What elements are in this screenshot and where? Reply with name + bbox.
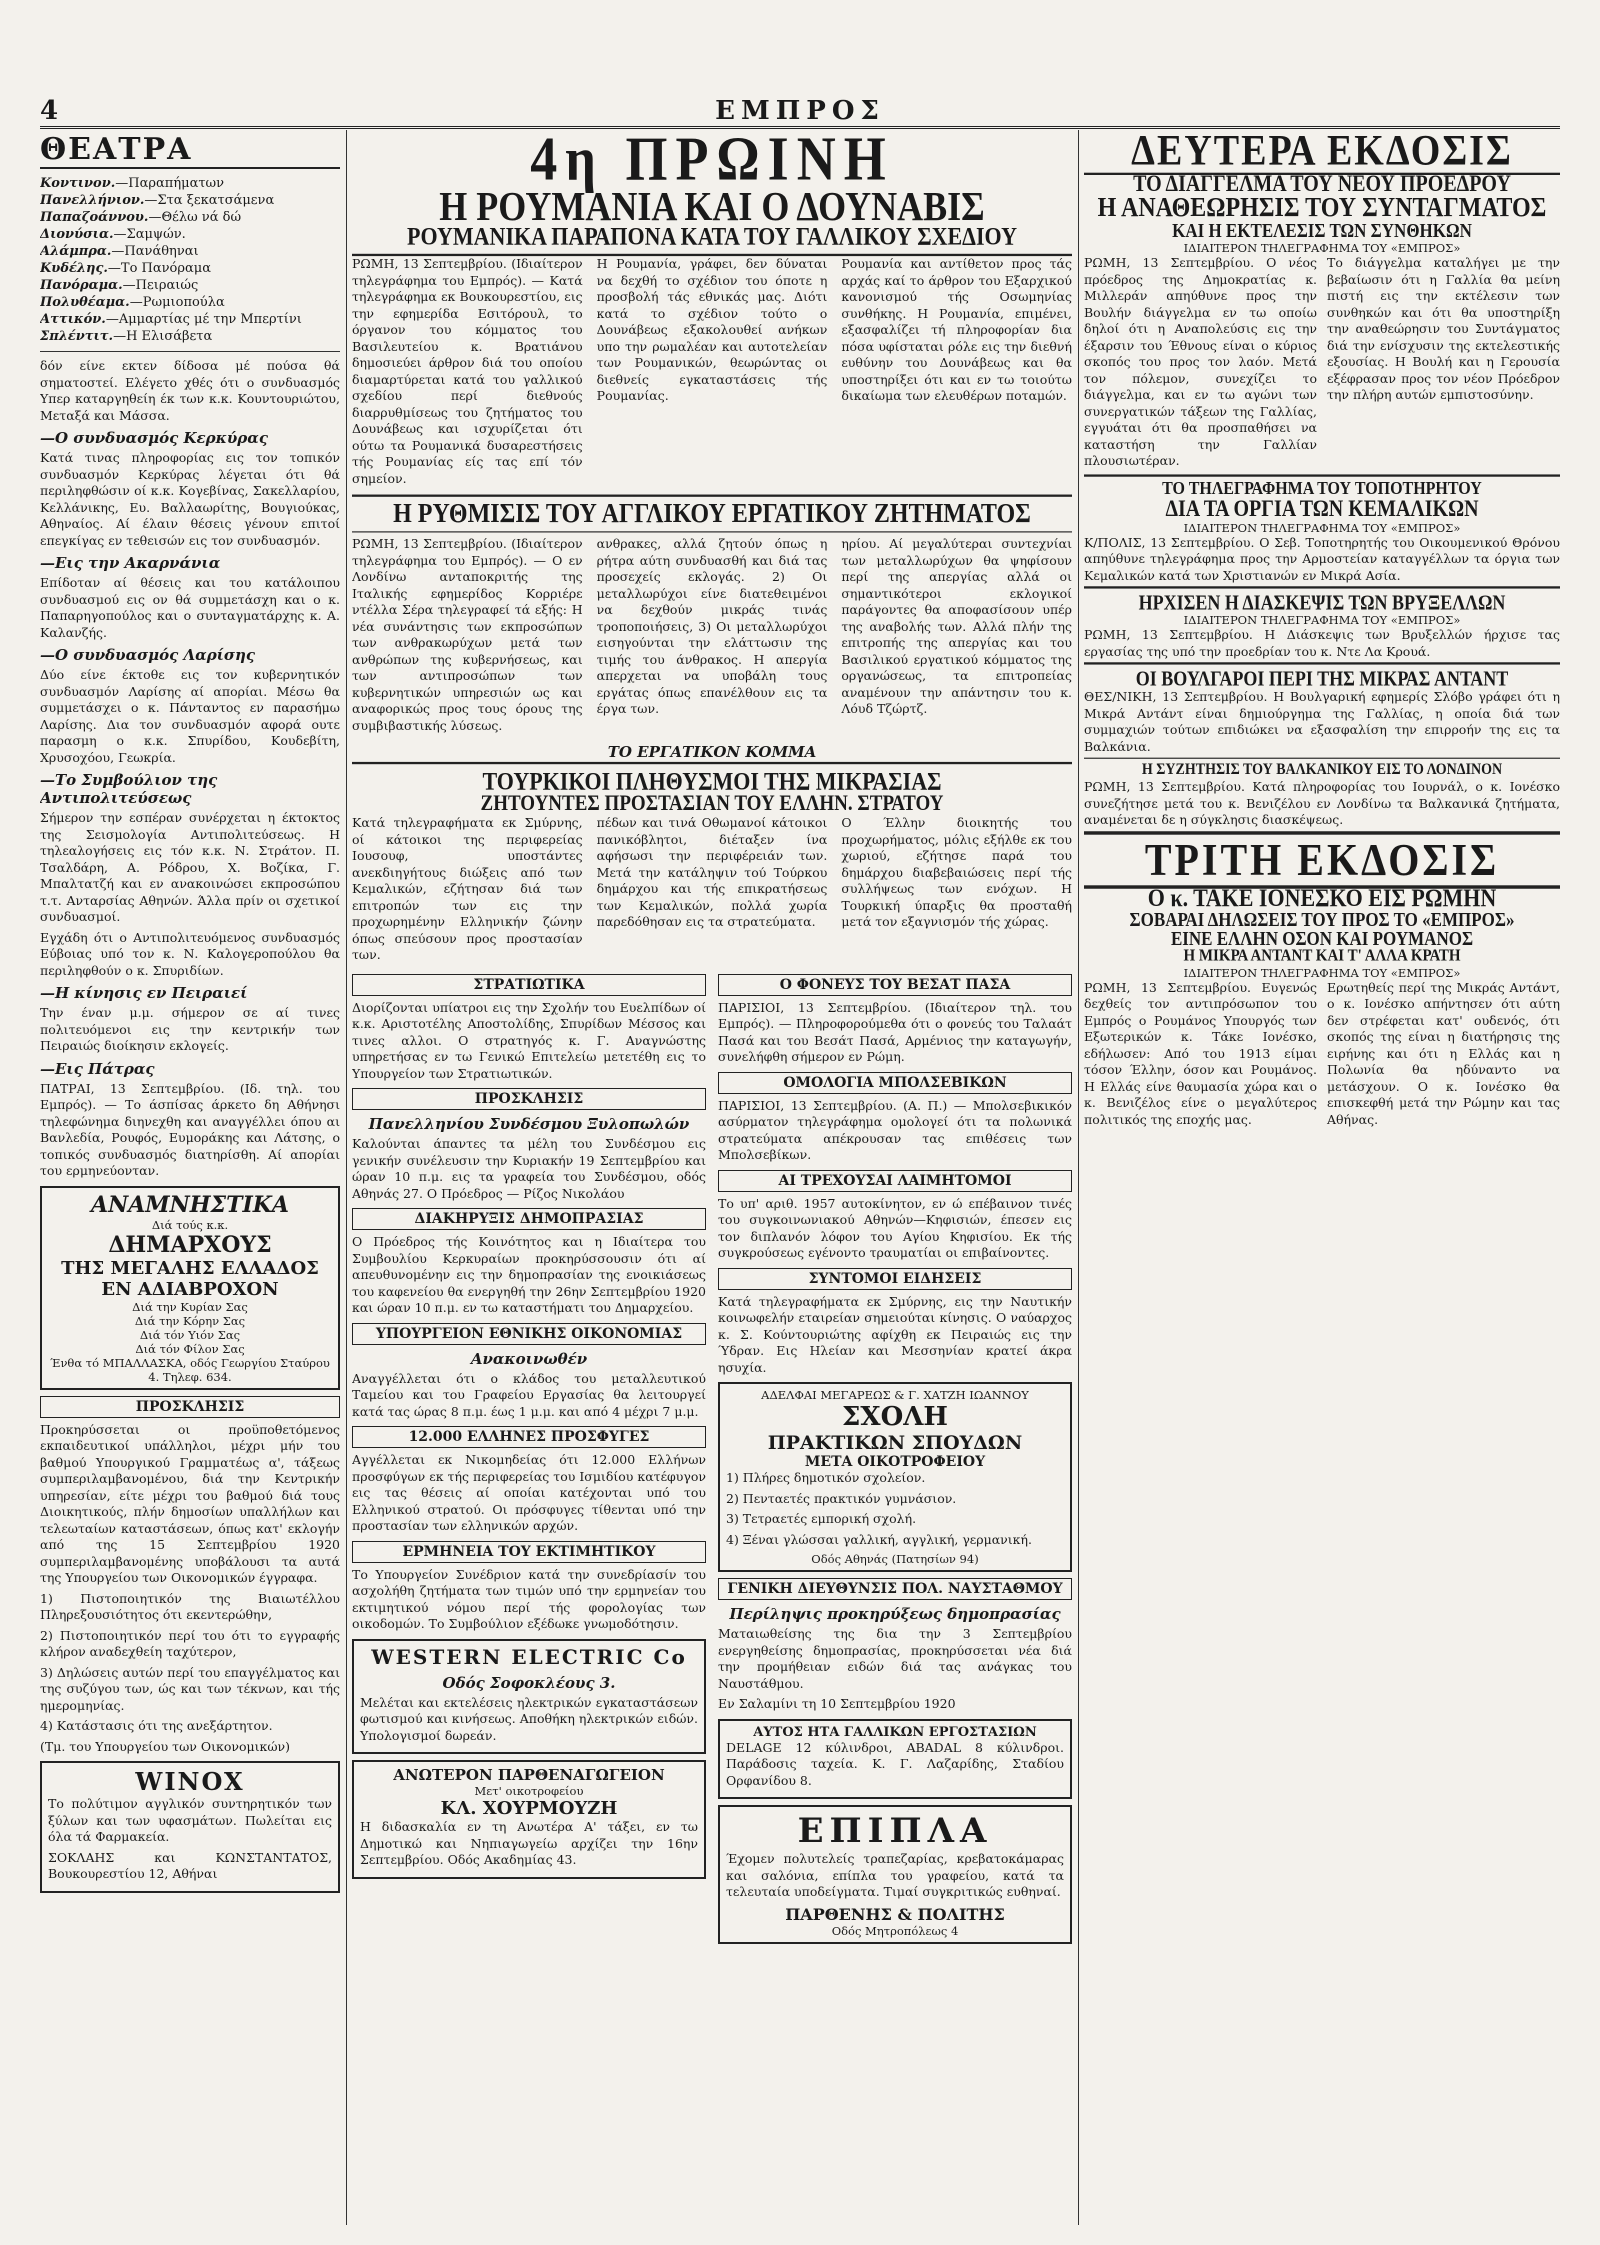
subheading: Πανελληνίου Συνδέσμου Ξυλοπωλών (368, 1115, 690, 1133)
article-text: Σήμερον την εσπέραν συνέρχεται η έκτοκτος της Σεισμολογία Αντιπολιτεύσεως. Η τηλεαλογήσεις εις τόν κ.κ. Ν. Στράτον. Π. Τσαλδάρη, Α. Ρόδρου, Χ. Βοζίκα, Γ. Μπαλτατζή και εν ανακοινώσει εκπροσώπου τ.τ. Ανταρσίας Αθηνών. Άλλα πρίν οι σχετικοί συνδυασμοί. (40, 810, 340, 924)
list-item: 2) Πενταετές πρακτικόν γυμνάσιον. (726, 1490, 957, 1506)
article-text: Καλούνται άπαντες τα μέλη του Συνδέσμου εις γενικήν συνέλευσιν την Κυριακήν 19 Σεπτεμβρίου και ώραν 10 π.μ. εις τα γραφεία του Συνδέσμου, οδός Αθηνάς 27. Ο Πρόεδρος — Ρίζος Νικολάου (352, 1136, 706, 1201)
ad-address: Ένθα τό ΜΠΑΛΛΑΣΚΑ, οδός Γεωργίου Σταύρου 4. Τηλεφ. 634. (50, 1355, 330, 1384)
theatre-entry (40, 277, 340, 294)
article-text: Κατά τινας πληροφορίας εις τον τοπικόν συνδυασμόν Κερκύρας λέγεται ότι θά περιληφθώσιν οί κ.κ. Κογεβίνας, Σακελλαρίου, Κελλάνικης, Ευ. Βαλλαωρίτης, Βουγιούκας, Αθηναίος. Αί έλαιν θέσεις γένουν επιτοί επεγκίγας εν τεθεισών εις τον συνδυασμόν. (40, 450, 340, 548)
ad-heading: ΜΕΤΑ ΟΙΚΟΤΡΟΦΕΙΟΥ (804, 1454, 986, 1470)
ad-line: Διά την Κυρίαν Σας (132, 1299, 248, 1314)
subheading: —Ο συνδυασμός Κερκύρας (40, 429, 268, 447)
article-text: ΠΑΡΙΣΙΟΙ, 13 Σεπτεμβρίου. (Ιδιαίτερον τηλ. του Εμπρός). — Πληροφορούμεθα ότι ο φονεύς του Ταλαάτ Πασά και του Βεσάτ Πασά, Αρμένιος την καταγωγήν, συνελήφθη σήμερον εν Ρώμη. (718, 999, 1072, 1064)
ad-text: DELAGE 12 κύλινδροι, ABADAL 8 κύλινδροι. Παράδοσις ταχεία. Κ. Γ. Λαζαρίδης, Σταδίου Ορφανίδου 8. (726, 1739, 1064, 1788)
column-left (40, 130, 340, 2225)
ad-text: Έχομεν πολυτελείς τραπεζαρίας, κρεβατοκάμαρας και σαλόνια, επίπλα του γραφείου, κατά τα τελευταία υποδείγματα. Τιμαί συγκριτικώς ευθηναί. (726, 1851, 1064, 1899)
article-text: ΡΩΜΗ, 13 Σεπτεμβρίου. Η Διάσκεψις των Βρυξελλών ήρχισε τας εργασίας της υπό την προεδρίαν του κ. Ντε Λα Κρουά. (1084, 627, 1560, 659)
section-heading: Ο ΦΟΝΕΥΣ ΤΟΥ ΒΕΣΑΤ ΠΑΣΑ (718, 974, 1072, 996)
column-rule (1078, 130, 1079, 2225)
ad-subtitle: Μετ' οικοτροφείου (474, 1784, 584, 1798)
ad-list (726, 1470, 1064, 1548)
ad-title: ΑΝΑΜΝΗΣΤΙΚΑ (91, 1191, 289, 1218)
article-column-text: ΡΩΜΗ, 13 Σεπτεμβρίου. Ευγενώς δεχθείς τον αντιπρόσωπον του Εμπρός ο Ρουμάνος Υπουργός των Εξωτερικών κ. Τάκε Ιονέσκο, εδήλωσεν: Από του 1913 είμαι τόσον Έλλην, όσον και Ρουμάνος. Η Ελλάς είνε θαυμασία χώρα και ο κ. Βενιζέλος είνε ο μεγαλύτερος πολιτικός της εποχής μας. (1084, 979, 1317, 1127)
subheadline: ΖΗΤΟΥΝΤΕΣ ΠΡΟΣΤΑΣΙΑΝ ΤΟΥ ΕΛΛΗΝ. ΣΤΡΑΤΟΥ (480, 791, 944, 816)
ad-title: ΑΥΤΟΣ ΗΤΑ ΓΑΛΛΙΚΩΝ ΕΡΓΟΣΤΑΣΙΩΝ (753, 1724, 1037, 1740)
theatres-title: ΘΕΑΤΡΑ (40, 132, 340, 169)
theatre-name: Σπλέντιτ. (40, 329, 114, 344)
headline: Η ΣΥΖΗΤΗΣΙΣ ΤΟΥ ΒΑΛΚΑΝΙΚΟΥ ΕΙΣ ΤΟ ΛΟΝΔΙΝΟΝ (1084, 758, 1560, 779)
article-text: Προκηρύσσεται οι προϋποθετόμενος εκπαιδευτικοί υπάλληλοι, μέχρι μήν του βαθμού Υπουργικού Γραμματέως α', τάξεως συμπεριλαμβανομένου, διά την Κεντρικήν υπηρεσίαν, είτε μέχρι του βαθμού διά τους Διοικητικούς, πλήν δημοσίων υπαλλήλων και τελεωταίων καταστάσεων, όπως κατ' εκλογήν από της 15 Σεπτεμβρίου 1920 συμπεριλαμβανομένης υποβάλουσι τα αυτά της Υπουργείου των Οικονομικών έγγραφα. (40, 1421, 340, 1585)
article-ionescu (1084, 980, 1560, 1133)
article-text: Επίδοταν αί θέσεις και του κατάλοιπου συνδυασμού εις ον θά συμμετάσχη και ο κ. Παπαρηγοπούλος και ο συνταγματάρχης κ. Α. Καλανζής. (40, 575, 340, 640)
ad-lines (48, 1300, 332, 1356)
byline: ΙΔΙΑΙΤΕΡΟΝ ΤΗΛΕΓΡΑΦΗΜΑ ΤΟΥ «ΕΜΠΡΟΣ» (1183, 241, 1461, 255)
ad-heading: ΕΝ ΑΔΙΑΒΡΟΧΟΝ (101, 1278, 279, 1300)
article-column-text: ΡΩΜΗ, 13 Σεπτεμβρίου. Ο νέος πρόεδρος της Δημοκρατίας κ. Μιλλεράν απηύθυνε προς την Βουλήν διάγγελμα εν τω οποίω δηλοί ότι η Αναπολεύσις εις την έξαρσιν του Έθνους είναι ο κύριος σκοπός του προς τον λαόν. Μετά τον πόλεμον, συνεχίζει το διάγγελμα, και εν τω αγώνι των συνεργατικών τάξεων της Γαλλίας, εγγυάται ότι θα προσπαθήσει να καταστήση την Γαλλίαν πλουσιωτέραν. (1084, 255, 1317, 468)
article-column-text: Ερωτηθείς περί της Μικράς Αντάντ, ο κ. Ιονέσκο απήντησεν ότι αύτη δεν στρέφεται κατ' ουδενός, ότι σκοπός της είναι η διατήρησις της ειρήνης και ότι η Ελλάς και η Πολωνία θα ηδύναντο να μετάσχουν. Ο κ. Ιονέσκο θα επισκεφθή μετά την Ρώμην και τας Αθήνας. (1327, 979, 1560, 1127)
subheadline: ΚΑΙ Η ΕΚΤΕΛΕΣΙΣ ΤΩΝ ΣΥΝΘΗΚΩΝ (1172, 219, 1472, 242)
masthead (40, 96, 1560, 129)
theatre-entry (40, 260, 340, 277)
ad-title: ΑΝΩΤΕΡΟΝ ΠΑΡΘΕΝΑΓΩΓΕΙΟΝ (393, 1766, 665, 1784)
ad-title: ΑΔΕΛΦΑΙ ΜΕΓΑΡΕΩΣ & Γ. ΧΑΤΖΗ ΙΩΑΝΝΟΥ (761, 1388, 1029, 1402)
subheading: —Η κίνησις εν Πειραιεί (40, 984, 248, 1002)
section-heading: ΥΠΟΥΡΓΕΙΟΝ ΕΘΝΙΚΗΣ ΟΙΚΟΝΟΜΙΑΣ (352, 1323, 706, 1345)
edition-title: ΤΡΙΤΗ ΕΚΔΟΣΙΣ (1084, 831, 1560, 889)
article-column-text: Ρουμανία και αντίθετον προς τάς αρχάς καί το άρθρον του Εξαρχικού κανονισμού τής Οσωμηνίας συνθήκης. Η Ρουμανία, επιμένει, εξασφαλίζει τή πληροφορίαν δια πόσα υφίσταται ρόλε εις την διεθνή ευθύνην του Δουνάβεως και θα υποστηρίξει ότι και εν τω τοιούτω δικαίωμα των ελευθέρων ποταμών. (841, 256, 1072, 403)
ad-heading: ΔΗΜΑΡΧΟΥΣ (108, 1231, 272, 1258)
edition-title: 4η ΠΡΩΙΝΗ (530, 130, 894, 194)
byline: ΙΔΙΑΙΤΕΡΟΝ ΤΗΛΕΓΡΑΦΗΜΑ ΤΟΥ «ΕΜΠΡΟΣ» (1183, 613, 1461, 627)
ad-address: Οδός Αθηνάς (Πατησίων 94) (811, 1552, 979, 1566)
theatre-show: —Σαμψών. (113, 227, 186, 242)
ad-text: Μελέται και εκτελέσεις ηλεκτρικών εγκαταστάσεων φωτισμού και κινήσεως. Αποθήκη ηλεκτρικών ειδών. Υπολογισμοί δωρεάν. (360, 1694, 698, 1743)
paper-name: ΕΜΠΡΟΣ (715, 96, 885, 126)
section-heading: 12.000 ΕΛΛΗΝΕΣ ΠΡΟΣΦΥΓΕΣ (352, 1426, 706, 1448)
article-text: Κατά τηλεγραφήματα εκ Σμύρνης, εις την Ναυτικήν κοινωφελήν εταιρείαν σημειούται κίνησις. Ο ναύαρχος κ. Σ. Κούντουριώτης αφίχθη εκ Πειραιώς εις την Ύδραν. Εις Ηλείαν και Μεσσηνίαν κρατεί άκρα ησυχία. (718, 1293, 1072, 1375)
article-text: Κ/ΠΟΛΙΣ, 13 Σεπτεμβρίου. Ο Σεβ. Τοποτηρητής του Οικουμενικού Θρόνου απηύθυνε τηλεγράφημα προς την Αρμοστείαν καταγγέλλων τα όργια των Κεμαλικών κατά των Χριστιανών εν Μικρά Ασία. (1084, 534, 1560, 583)
article-column-text: ΡΩΜΗ, 13 Σεπτεμβρίου. (Ιδιαίτερον τηλεγράφημα του Εμπρός). — Ο εν Λονδίνω ανταποκριτής της Ιταλικής εφημερίδος Κορριέρε ντέλλα Σέρα τηλεγραφεί τά εξής: Η νέα συνάντησις των εκπροσώπων των ανθρακωρύχων μετά των ανθρώπων της κυβερνήσεως, και των αντιπροσώπων των κυβερνητικών υπηρεσιών ως και αναφορικώς προς τους όρους της συμβιβαστικής λύσεως. (352, 536, 583, 733)
article-column-text: ΡΩΜΗ, 13 Σεπτεμβρίου. (Ιδιαίτερον τηλεγράφημα του Εμπρός). — Κατά τηλεγράφημα εκ Βουκουρεστίου, εις την εφημερίδα Εσιτόρουλ, το όργανον του κόμματος του Βασιλευτείου κ. Βρατιάνου δημοσιεύει άρθρον διά του οποίου διαμαρτύρεται κατά του γαλλικού σχεδίου περί διεθνούς διαρρυθμίσεως του ζητήματος του Δουνάβεως και ισχυρίζεται ότι ούτω τα Ρουμανικά δυσαρεστήσεις τής Ρουμανίας είς τας επί τόν σημείον. (352, 256, 583, 486)
page-number: 4 (40, 96, 59, 126)
lower-section (352, 968, 1072, 1950)
article-column-text: πέδων και τινά Οθωμανοί κάτοικοι πανικόβλητοι, διέταξεν ίνα αφήσωσι την περιφέρειάν των. Μετά την κατάληψιν τού Τούρκου δημάρχου και τής επικρατήσεως των Κεμαλικών, πολλά χωρία παρεδόθησαν εις τα στρατεύματα. (596, 815, 828, 929)
list-item: 3) Δηλώσεις αυτών περί του επαγγέλματος και της συζύγου των, ώς και των τέκνων, και τής ημερομηνίας. (40, 1664, 340, 1713)
section-heading: ΓΕΝΙΚΗ ΔΙΕΥΘΥΝΣΙΣ ΠΟΛ. ΝΑΥΣΤΑΘΜΟΥ (718, 1578, 1072, 1600)
advertisement-western-electric (352, 1639, 706, 1755)
ad-line: Διά τόν Υιόν Σας (139, 1327, 241, 1342)
ad-address: Οδός Μητροπόλεως 4 (831, 1923, 959, 1938)
ad-text: Το πολύτιμον αγγλικόν συντηρητικόν των ξύλων και των υφασμάτων. Πωλείται εις όλα τά Φαρμακεία. (48, 1796, 332, 1844)
subheadline: ΡΟΥΜΑΝΙΚΑ ΠΑΡΑΠΟΝΑ ΚΑΤΑ ΤΟΥ ΓΑΛΛΙΚΟΥ ΣΧΕΔΙΟΥ (352, 224, 1072, 256)
subheading: —Εις την Ακαρνάνια (40, 554, 221, 572)
theatre-entry (40, 226, 340, 243)
ad-name: ΚΛ. ΧΟΥΡΜΟΥΖΗ (440, 1798, 618, 1819)
headline: ΔΙΑ ΤΑ ΟΡΓΙΑ ΤΩΝ ΚΕΜΑΛΙΚΩΝ (1165, 495, 1479, 522)
headline: ΟΙ ΒΟΥΛΓΑΡΟΙ ΠΕΡΙ ΤΗΣ ΜΙΚΡΑΣ ΑΝΤΑΝΤ (1084, 662, 1560, 688)
article-romania (352, 256, 1072, 491)
theatre-name: Διονύσια. (40, 227, 114, 242)
advertisement-automobiles (718, 1719, 1072, 1800)
list-item: 1) Πιστοποιητικόν της Βιαιωτέλλου Πληρεξουσιότητος ότι εκεντερώθην, (40, 1590, 340, 1622)
ad-signature: ΠΑΡΘΕΝΗΣ & ΠΟΛΙΤΗΣ (785, 1904, 1005, 1924)
ad-title: ΕΠΙΠΛΑ (797, 1811, 993, 1851)
ad-title: WESTERN ELECTRIC Co (371, 1644, 687, 1669)
article-text: ΠΑΤΡΑΙ, 13 Σεπτεμβρίου. (Ιδ. τηλ. του Εμπρός). — Το άσπίσας άρκετο δη Αθήνησι τηλεφώνημα διηνεχθη και αναγγέλλει όπου αι Βανλεδία, Ρουφός, Ευμοράκης και Λάτσης, ο τοπικός συνδυασμός διατηρίσθη. Αί απορίαι του ερμηνεύονταν. (40, 1080, 340, 1178)
ad-subtitle: Διά τούς κ.κ. (151, 1217, 229, 1232)
headline: Η ΡΥΘΜΙΣΙΣ ΤΟΥ ΑΓΓΛΙΚΟΥ ΕΡΓΑΤΙΚΟΥ ΖΗΤΗΜΑΤΟΣ (352, 495, 1072, 533)
theatre-show: —Πειραιώς (122, 278, 199, 293)
subheadline: ΕΙΝΕ ΕΛΛΗΝ ΟΣΟΝ ΚΑΙ ΡΟΥΜΑΝΟΣ (1170, 927, 1474, 949)
article-labour (352, 536, 1072, 738)
article-text: Εγχάδη ότι ο Αντιπολιτευόμενος συνδυασμός Εύβοιας υπό τον κ. Ν. Καλογεροπούλου θα περιληφθούν ο κ. Σπυριδίων. (40, 929, 340, 978)
subheading: —Το Συμβούλιον της Αντιπολιτεύσεως (40, 771, 218, 807)
article-column-text: ηρίου. Αί μεγαλύτεραι συντεχνίαι των μεταλλωρύχων θα ψηφίσουν περί της απεργίας αλλά οι σημαντικότεροι εκλογικοί παράγοντες θα αποφασίσουν υπέρ της αναβολής των. Αλλά πλήν της επιτροπής της απεργίας και του Βασιλικού εργατικού κόμματος της οργανώσεως, τα επιτροπείας αναμένουν την απάντησιν του κ. Λόυδ Τζώρτζ. (841, 536, 1072, 716)
theatres-list (40, 175, 340, 345)
theatre-show: —Στα ξεκατσάμενα (144, 193, 275, 208)
ad-address: ΣΟΚΛΑΗΣ και ΚΩΝΣΤΑΝΤΑΤΟΣ, Βουκουρεστίου 12, Αθήναι (48, 1849, 332, 1881)
headline: ΤΟ ΔΙΑΓΓΕΛΜΑ ΤΟΥ ΝΕΟΥ ΠΡΟΕΔΡΟΥ (1133, 171, 1511, 197)
advertisement-furniture (718, 1805, 1072, 1944)
ad-heading: ΠΡΑΚΤΙΚΩΝ ΣΠΟΥΔΩΝ (767, 1432, 1023, 1454)
section-heading: ΑΙ ΤΡΕΧΟΥΣΑΙ ΛΑΙΜΗΤΟΜΟΙ (718, 1170, 1072, 1192)
theatre-name: Κυδέλης. (40, 261, 108, 276)
subheading: Περίληψις προκηρύξεως δημοπρασίας (729, 1605, 1061, 1623)
lower-left (352, 968, 706, 1950)
ad-line: Διά την Κόρην Σας (134, 1313, 246, 1328)
advertisement-winox (40, 1761, 340, 1893)
theatre-show: —Παραπήματων (115, 176, 225, 191)
list-item: 2) Πιστοποιητικόν περί του ότι το εγγραφής κλήρον αναδεχθείη ταχύτερον, (40, 1627, 340, 1659)
article-text: Αναγγέλλεται ότι ο κλάδος του μεταλλευτικού Ταμείου και του Γραφείου Εργασίας θα λειτουργεί κατά τας ώρας 8 π.μ. έως 1 μ.μ. και από 4 μέχρι 7 μ.μ. (352, 1370, 706, 1419)
article-column-text: Κατά τηλεγραφήματα εκ Σμύρνης, οί κάτοικοι της περιφερείας Ιουσουφ, υποστάντες ανεκδιηγήτους διώξεις από των Κεμαλικών, εζήτησαν διά των επιτροπών των εις την προχωρημένην Ελληνικήν ζώνην όπως σπεύσουν προς προστασίαν των. (352, 815, 583, 962)
subheadline: ΣΟΒΑΡΑΙ ΔΗΛΩΣΕΙΣ ΤΟΥ ΠΡΟΣ ΤΟ «ΕΜΠΡΟΣ» (1129, 908, 1515, 930)
ad-heading: ΣΧΟΛΗ (842, 1402, 948, 1432)
theatre-entry (40, 192, 340, 209)
ad-text: Η διδασκαλία εν τη Ανωτέρα Α' τάξει, εν τω Δημοτικώ και Νηπιαγωγείω αρχίζει την 16ην Σεπτεμβρίου. Οδός Ακαδημίας 43. (360, 1819, 698, 1867)
column-center (352, 130, 1072, 2225)
lower-right (718, 968, 1072, 1950)
theatre-name: Κοντινον. (40, 176, 116, 191)
article-text: Το Υπουργείον Συνέδριον κατά την συνεδρίασίν του ασχολήθη ζητήματα των τιμών υπό την ερμηνείαν του εκτιμητικού νόμου περί τής φορολογίας των οικοδομών. Το Συμβούλιον εξέδωκε γνωμοδότησιν. (352, 1566, 706, 1631)
article-text: Διορίζονται υπίατροι εις την Σχολήν του Ευελπίδων οί κ.κ. Αριστοτέλης Αποστολίδης, Σπυρίδων Μέσσος και τινες αλλοι. Ο στρατηγός κ. Γ. Αναγνώστης υπηρετήσας εν τω Γενικώ Επιτελείω μετετέθη εις το Υπουργείον των Στρατιωτικών. (352, 999, 706, 1081)
article-text: Αγγέλλεται εκ Νικομηδείας ότι 12.000 Ελλήνων προσφύγων εκ τής περιφερείας του Ισμιδίου κατέφυγον εις τας θέσεις αί οποίαι κατέχονται υπό του Ελληνικού στρατού. Οι πρόσφυγες τίθενται υπό την προστασίαν των ελληνικών αρχών. (352, 1452, 706, 1533)
subheading: —Εις Πάτρας (40, 1059, 155, 1078)
theatre-show: —Το Πανόραμα (107, 261, 212, 276)
divider (40, 351, 340, 352)
column-rule (346, 130, 347, 2225)
article-text: ΡΩΜΗ, 13 Σεπτεμβρίου. Κατά πληροφορίας του Ιουρνάλ, ο κ. Ιονέσκο συνεζήτησε μετά του κ. Βενιζέλου εν Λονδίνω τα Βαλκανικά ζητήματα, αναμένεται δε η σύγκλησις διασκέψεως. (1084, 779, 1560, 827)
theatre-entry (40, 209, 340, 226)
ad-subtitle: Οδός Σοφοκλέους 3. (442, 1673, 616, 1692)
numbered-list (40, 1591, 340, 1735)
byline: ΙΔΙΑΙΤΕΡΟΝ ΤΗΛΕΓΡΑΦΗΜΑ ΤΟΥ «ΕΜΠΡΟΣ» (1183, 965, 1461, 980)
theatre-name: Πολυθέαμα. (40, 295, 130, 310)
subheading: ΤΟ ΕΡΓΑΤΙΚΟΝ ΚΟΜΜΑ (607, 743, 817, 761)
article-text: Ματαιωθείσης της δια την 3 Σεπτεμβρίου ενεργηθείσης δημοπρασίας, προκηρύσσεται νέα διά την προμήθειαν ειδών διά τας ανάγκας του Ναυστάθμου. (718, 1626, 1072, 1691)
theatre-show: —Πανάθηναι (111, 244, 199, 259)
byline: ΙΔΙΑΙΤΕΡΟΝ ΤΗΛΕΓΡΑΦΗΜΑ ΤΟΥ «ΕΜΠΡΟΣ» (1183, 520, 1461, 535)
article-president (1084, 255, 1560, 474)
section-heading: ΠΡΟΣΚΛΗΣΙΣ (40, 1396, 340, 1418)
theatre-name: Αττικόν. (40, 312, 106, 327)
theatre-name: Παπαζοάννου. (40, 210, 149, 225)
ad-line: Διά τόν Φίλον Σας (135, 1341, 245, 1356)
signature: (Τμ. του Υπουργείου των Οικονομικών) (40, 1738, 290, 1754)
theatre-entry (40, 294, 340, 311)
headline: ΗΡΧΙΣΕΝ Η ΔΙΑΣΚΕΨΙΣ ΤΩΝ ΒΡΥΞΕΛΛΩΝ (1084, 586, 1560, 612)
section-heading: ΣΤΡΑΤΙΩΤΙΚΑ (352, 974, 706, 996)
article-column-text: Το διάγγελμα καταλήγει με την βεβαίωσιν ότι η Γαλλία θα μείνη πιστή εις την εκτέλεσιν των συνθηκών και ότι θα υποστηρίξη την αναθεώρησιν του Συντάγματος διά την ενίσχυσιν της εκτελεστικής εξουσίας. Η Βουλή και η Γερουσία εξέφρασαν προς τον νέον Πρόεδρον την πλήρη αυτών εμπιστοσύνην. (1327, 255, 1560, 402)
theatre-entry (40, 328, 340, 345)
subheadline: Η ΜΙΚΡΑ ΑΝΤΑΝΤ ΚΑΙ Τ' ΑΛΛΑ ΚΡΑΤΗ (1183, 946, 1461, 965)
theatre-name: Αλάμπρα. (40, 244, 112, 259)
edition-title: ΔΕΥΤΕΡΑ ΕΚΔΟΣΙΣ (1084, 130, 1560, 175)
ad-heading: ΤΗΣ ΜΕΓΑΛΗΣ ΕΛΛΑΔΟΣ (61, 1257, 319, 1279)
theatre-entry (40, 243, 340, 260)
article-column-text: Ο Έλλην διοικητής του προχωρήματος, μόλις εξήλθε εκ του χωριού, εζήτησε παρά του δημάρχου διαβεβαιώσεις περί τής συλλήψεως των ενόχων. Η Τουρκική ύπαρξις θα προσταθή μετά τον εξαγνισμόν τής χώρας. (841, 815, 1072, 929)
section-heading: ΠΡΟΣΚΛΗΣΙΣ (352, 1088, 706, 1110)
theatre-entry (40, 311, 340, 328)
theatre-show: —Θέλω νά δώ (148, 210, 242, 225)
list-item: 4) Ξέναι γλώσσαι γαλλική, αγγλική, γερμανική. (726, 1531, 1032, 1547)
list-item: 1) Πλήρες δημοτικόν σχολείον. (726, 1470, 926, 1485)
theatre-entry (40, 175, 340, 192)
headline: Η ΑΝΑΘΕΩΡΗΣΙΣ ΤΟΥ ΣΥΝΤΑΓΜΑΤΟΣ (1097, 193, 1547, 223)
advertisement-school-hourmouzi (352, 1760, 706, 1879)
article-column-text: ανθρακες, αλλά ζητούν όπως η ρήτρα αύτη συνδυασθή και διά τας προσεχείς εκλογάς. 2) Οι μεταλλωρύχοι είνε διατεθειμένοι να δεχθούν μικράς τινάς τροποποιήσεις, 3) Οι μεταλλωρύχοι εισηγούνται την ελάττωσιν της τιμής του άνθρακος. Η απεργία απερχεται να υποβάλη τους εργάτας όπως επανέλθουν εις τα έργα των. (596, 536, 828, 716)
headline: Ο κ. ΤΑΚΕ ΙΟΝΕΣΚΟ ΕΙΣ ΡΩΜΗΝ (1147, 882, 1497, 912)
article-text: Δύο είνε έκτοθε εις τον κυβερνητικόν συνδυασμόν Λαρίσης αί απορίαι. Μέσω θα συμμετάσχει ο κ. Πάνταντος εν παρασήμω Λαρίσης. Δια τον συνδυασμόν αφορά ουτε παρασμη ο κ.κ. Σπυρίδου, Κουδεβίτη, Χρυσοχόου, Γεωκρία. (40, 667, 340, 765)
list-item: 4) Κατάστασις ότι της ανεξάρτητον. (40, 1718, 273, 1733)
article-turkish-populations (352, 815, 1072, 968)
theatre-show: —Ρωμιοπούλα (129, 295, 225, 310)
article-text: Ο Πρόεδρος τής Κοινότητος και η Ιδιαίτερα του Συμβουλίου Κερκυραίων προκηρύσσουσιν ότι αί απευθυνομένην εις την δημοπρασίαν της ενοικιάσεως του καφενείου θα ενεργηθή την 26ην Σεπτεμβρίου 1920 και ώραν 10 π.μ. εν τω καταστήματι του Δημαρχείου. (352, 1234, 706, 1315)
article-column-text: Η Ρουμανία, γράφει, δεν δύναται να δεχθή το σχέδιον του όποτε η προσβολή τάς εθνικάς μας. Διότι κατά το σχέδιον τούτο ο Δουνάβεως εξακολουθεί ανήκων υπο την ρωμαλέαν και αυτοτελείαν των Ρουμανικών, θεωρώντας οι διεθνείς εγκαταστάσεις τής Ρουμανίας. (596, 256, 828, 403)
section-heading: ΔΙΑΚΗΡΥΞΙΣ ΔΗΜΟΠΡΑΣΙΑΣ (352, 1208, 706, 1230)
section-heading: ΟΜΟΛΟΓΙΑ ΜΠΟΛΣΕΒΙΚΩΝ (718, 1072, 1072, 1094)
section-heading: ΕΡΜΗΝΕΙΑ ΤΟΥ ΕΚΤΙΜΗΤΙΚΟΥ (352, 1541, 706, 1563)
headline: Η ΡΟΥΜΑΝΙΑ ΚΑΙ Ο ΔΟΥΝΑΒΙΣ (439, 183, 985, 229)
theatre-name: Πανελλήνιον. (40, 193, 145, 208)
column-right (1084, 130, 1560, 2225)
ad-title: WINOX (135, 1767, 245, 1796)
article-text: ΘΕΣ/ΝΙΚΗ, 13 Σεπτεμβρίου. Η Βουλγαρική εφημερίς Σλόβο γράφει ότι η Μικρά Αντάντ είναι δημιούργημα της Γαλλίας, η οποία διά των συμμαχιών τούτων επιδιώκει να εξασφαλίση την επιρροήν της εις τα Βαλκάνια. (1084, 689, 1560, 754)
advertisement-practical-school (718, 1382, 1072, 1572)
headline: ΤΟ ΤΗΛΕΓΡΑΦΗΜΑ ΤΟΥ ΤΟΠΟΤΗΡΗΤΟΥ (1084, 474, 1560, 498)
advertisement-anamnistika (40, 1186, 340, 1390)
headline: ΤΟΥΡΚΙΚΟΙ ΠΛΗΘΥΣΜΟΙ ΤΗΣ ΜΙΚΡΑΣΙΑΣ (352, 762, 1072, 794)
section-heading: ΣΥΝΤΟΜΟΙ ΕΙΔΗΣΕΙΣ (718, 1268, 1072, 1290)
article-text: ΠΑΡΙΣΙΟΙ, 13 Σεπτεμβρίου. (Α. Π.) — Μπολσεβικικόν ασύρματον τηλεγράφημα ομολογεί ότι τα πολωνικά στρατεύματα απέκρουσαν τας επιθέσεις των Μπολσεβίκων. (718, 1097, 1072, 1162)
subheading: Ανακοινωθέν (470, 1349, 588, 1368)
article-text: Το υπ' αριθ. 1957 αυτοκίνητον, εν ώ επέβαινον τινές του συγκοινωνιακού Αθηνών—Κηφισιών, έπεσεν εις τον διπλανόν λόφον του Αγίου Κηφισίου. Εκ τής συγκρούσεως εγένοντο τραυματίαι οι επιβαίνοντες. (718, 1195, 1072, 1260)
subheading: —Ο συνδυασμός Λαρίσης (40, 646, 256, 664)
list-item: 3) Τετραετές εμπορική σχολή. (726, 1511, 917, 1526)
article-text: δόν είνε εκτεν δίδοσα μέ πούσα θά σηματοστεί. Ελέγετο χθές ότι ο συνδυασμός Υπερ καταργηθείη έκ των κ.κ. Κουντουριώτου, Μεταξά και Μάσσα. (40, 358, 340, 423)
theatre-name: Πανόραμα. (40, 278, 123, 293)
theatre-show: —Η Ελισάβετα (113, 329, 213, 344)
article-text: Την έναν μ.μ. σήμερον σε αί τινες πολιτευόμενοι εις την κεντρικήν των Πειραιώς διοίκησιν εκλογείς. (40, 1005, 340, 1053)
theatre-show: —Αμμαρτίας μέ την Μπερτίνι (105, 312, 302, 327)
dateline: Εν Σαλαμίνι τη 10 Σεπτεμβρίου 1920 (718, 1696, 956, 1711)
